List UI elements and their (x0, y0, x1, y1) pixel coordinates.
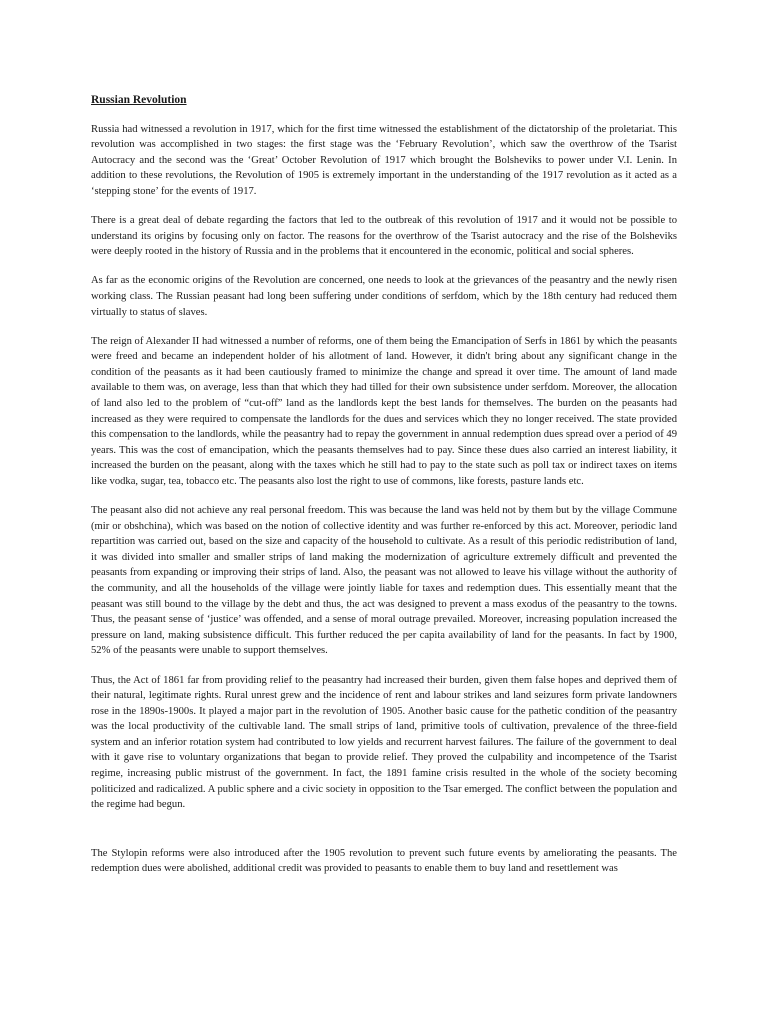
document-body (91, 93, 677, 891)
paragraph-stylopin-reforms: The Stylopin reforms were also introduced after the 1905 revolution to prevent such future events by ameliorating the peasants. The redemption dues were abolished, additional credit was provided to peasants to enable them to buy land and resettlement was (91, 847, 677, 875)
paragraph-intro: Russia had witnessed a revolution in 1917, which for the first time witnessed the establishment of the dictatorship of the proletariat. This revolution was accomplished in two stages: the first stage was the ‘February Revolution’, which saw the overthrow of the Tsarist Autocracy and the second was the ‘Great’ October Revolution of 1917 which brought the Bolsheviks to power under V.I. Lenin. In addition to these revolutions, the Revolution of 1905 is extremely important in the understanding of the 1917 revolution as it acted as a ‘stepping stone’ for the events of 1917. (91, 123, 677, 197)
document-title: Russian Revolution (91, 94, 187, 106)
paragraph-alexander-reforms: The reign of Alexander II had witnessed a number of reforms, one of them being the Emancipation of Serfs in 1861 by which the peasants were freed and became an independent holder of his allotment of land. However, it didn't bring about any significant change in the condition of the peasants as it had been cautiously framed to minimize the change and spread it over time. The amount of land made available to them was, on average, less than that which they had tilled for their own subsistence under serfdom. Moreover, the allocation of land also led to the problem of “cut-off” land as the landlords kept the best lands for themselves. The burden on the peasants had increased as they were required to compensate the landlords for the dues and services which they no longer received. The state provided this compensation to the landlords, while the peasantry had to repay the government in annual redemption dues spread over a period of 49 years. This was the cost of emancipation, which the peasants themselves had to pay. Since these dues also carried an interest liability, it increased the burden on the peasant, along with the taxes which he still had to pay to the state such as poll tax or indirect taxes on items like vodka, sugar, tea, tobacco etc. The peasants also lost the right to use of commons, like forests, pasture lands etc. (91, 335, 677, 487)
paragraph-act-1861: Thus, the Act of 1861 far from providing relief to the peasantry had increased their burden, given them false hopes and deprived them of their natural, legitimate rights. Rural unrest grew and the incidence of rent and labour strikes and land seizures form private landowners rose in the 1890s-1900s. It played a major part in the revolution of 1905. Another basic cause for the pathetic condition of the peasantry was the local productivity of the cultivable land. The small strips of land, primitive tools of cultivation, prevalence of the three-field system and an inferior rotation system had contributed to low yields and recurrent harvest failures. The failure of the government to deal with it gave rise to voluntary organizations that began to provide relief. They proved the culpability and incompetence of the Tsarist regime, increasing public mistrust of the government. In fact, the 1891 famine crisis resulted in the whole of the society becoming politicized and radicalized. A public sphere and a civic society in opposition to the Tsar emerged. The conflict between the population and the regime had begun. (91, 674, 677, 811)
paragraph-economic-origins: As far as the economic origins of the Revolution are concerned, one needs to look at the grievances of the peasantry and the newly risen working class. The Russian peasant had long been suffering under conditions of serfdom, which by the 18th century had reduced them virtually to status of slaves. (91, 275, 677, 318)
paragraph-personal-freedom: The peasant also did not achieve any real personal freedom. This was because the land was held not by them but by the village Commune (mir or obshchina), which was based on the notion of collective identity and was further re-enforced by this act. Moreover, periodic land repartition was carried out, based on the size and capacity of the household to cultivate. As a result of this periodic redistribution of land, it was divided into smaller and smaller strips of land making the modernization of agriculture extremely difficult and prevented the peasants from expanding or improving their strips of land. Also, the peasant was not allowed to leave his village without the authority of the community, and all the households of the village were jointly liable for taxes and redemption dues. This essentially meant that the peasant was still bound to the village by the debt and thus, the act was designed to prevent a mass exodus of the peasantry to the towns. Thus, the peasant sense of ‘justice’ was offended, and a sense of moral outrage prevailed. Moreover, increasing population increased the pressure on land, making subsistence difficult. This further reduced the per capita availability of land for the peasants. In fact by 1900, 52% of the peasants were unable to support themselves. (91, 505, 677, 657)
paragraph-debate: There is a great deal of debate regarding the factors that led to the outbreak of this revolution of 1917 and it would not be possible to understand its origins by focusing only on factor. The reasons for the overthrow of the Tsarist autocracy and the rise of the Bolsheviks were deeply rooted in the history of Russia and in the problems that it encountered in the economic, political and social spheres. (91, 215, 677, 258)
